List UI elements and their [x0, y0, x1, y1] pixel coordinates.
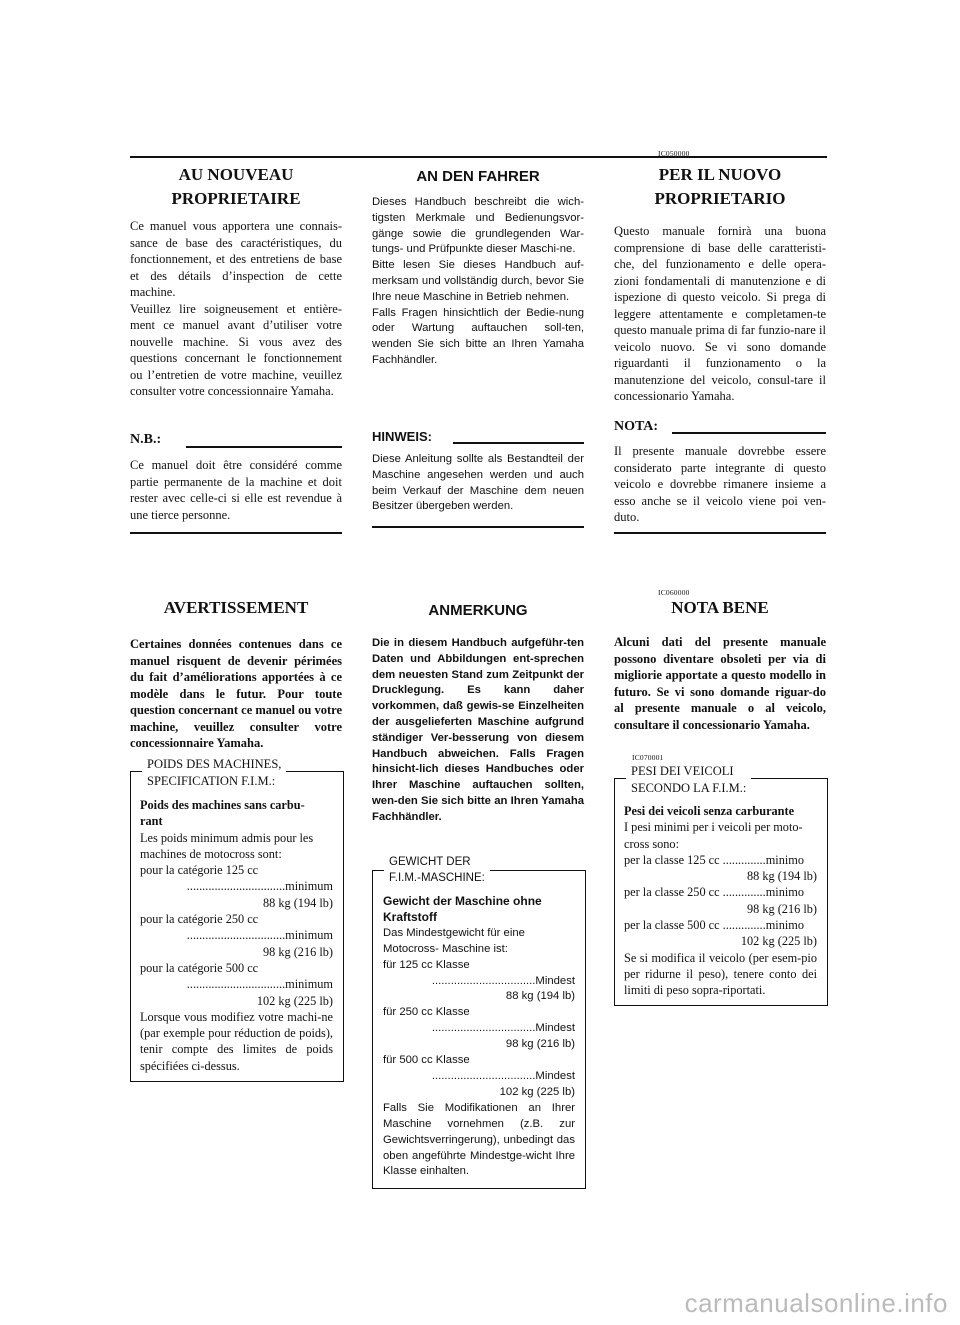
- it-note-rule: [672, 432, 826, 434]
- top-rule: [130, 156, 827, 158]
- it-title: PER IL NUOVO PROPRIETARIO: [654, 165, 786, 208]
- de-note-label: HINWEIS:: [372, 429, 432, 444]
- section-code: IC070001: [632, 753, 664, 762]
- de-title: AN DEN FAHRER: [416, 168, 540, 185]
- de-note-rule: [453, 442, 584, 444]
- fr-note-end-rule: [130, 532, 342, 534]
- fr-note-rule: [186, 446, 342, 448]
- fr-weight-box-title: POIDS DES MACHINES, SPECIFICATION F.I.M.:: [142, 756, 286, 790]
- de-note-end-rule: [372, 526, 584, 528]
- section-code: IC050000: [658, 149, 690, 158]
- it-weight-box-content: Pesi dei veicoli senza carburante I pesi minimi per i veicoli per moto- cross sono: per la classe 125 cc ..............minimo 88 kg (194 lb) per la classe 250 cc ..............minimo 98 kg (216 lb) per la classe 500 cc ..............minimo 102 kg (225 lb) Se si modifica il veicolo (per esem-pio per ridurne il peso), tenere conto dei limiti di peso sopra-riportati.: [624, 804, 817, 998]
- it-warning-title: NOTA BENE: [671, 598, 769, 617]
- it-note-label: NOTA:: [614, 419, 659, 434]
- section-code: IC060000: [658, 588, 690, 597]
- de-warning-title: ANMERKUNG: [428, 602, 528, 619]
- it-weight-box-title: PESI DEI VEICOLI SECONDO LA F.I.M.:: [626, 763, 751, 797]
- it-note-end-rule: [614, 532, 826, 534]
- fr-note: Ce manuel doit être considéré comme partie permanente de la machine et doit rester avec celle-ci si elle est revendue à une tierce personne.: [130, 458, 342, 522]
- fr-warning: Certaines données contenues dans ce manuel risquent de devenir périmées du fait d’améliorations apportées à ce modèle dans le futur. Pour toute question concernant ce manuel ou votre machine, veuillez consulter votre concessionnaire Yamaha.: [130, 637, 342, 750]
- de-weight-box-title: GEWICHT DER F.I.M.-MASCHINE:: [384, 854, 490, 886]
- fr-note-label: N.B.:: [130, 432, 162, 447]
- de-intro: Dieses Handbuch beschreibt die wich-tigsten Merkmale und Bedienungsvor-gänge sowie die grundlegenden War-tungs- und Prüfpunkte dieser Maschi-ne. Bitte lesen Sie dieses Handbuch auf-merksam und vollständig durch, bevor Sie Ihre neue Maschine in Betrieb nehmen. Falls Fragen hinsichtlich der Bedie-nung oder Wartung auftauchen soll-ten, wenden Sie sich bitte an Ihren Yamaha Fachhändler.: [372, 196, 584, 366]
- fr-weight-box-content: Poids des machines sans carbu- rant Les poids minimum admis pour les machines de motocross sont: pour la catégorie 125 cc ................................minimum 88 kg (194 lb) pour la catégorie 250 cc ................................minimum 98 kg (216 lb) pour la catégorie 500 cc ................................minimum 102 kg (225 lb) Lorsque vous modifiez votre machi-ne (par exemple pour réduction de poids), tenir compte des limites de poids spécifiées ci-dessus.: [140, 798, 333, 1073]
- it-intro: Questo manuale fornirà una buona comprensione di base delle caratteristi-che, del funzionamento e delle opera-zioni fondamentali di manutenzione e di ispezione di questo veicolo. Si prega di leggere attentamente e completamen-te questo manuale prima di far funzio-nare il veicolo nuovo. Se vi sono domande riguardanti il funzionamento o la manutenzione del veicolo, consul-tare il concessionario Yamaha.: [614, 224, 826, 403]
- it-warning: Alcuni dati del presente manuale possono diventare obsoleti per via di migliorie apportate a questo modello in futuro. Se vi sono domande riguar-do al presente manuale o al veicolo, consultare il concessionario Yamaha.: [614, 635, 826, 732]
- fr-warning-title: AVERTISSEMENT: [163, 598, 309, 617]
- fr-intro: Ce manuel vous apportera une connais-sance de base des caractéristiques, du fonctionnement, et des entretiens de base et des détails d’inspection de cette machine. Veuillez lire soigneusement et entière-ment ce manuel avant d’utiliser votre nouvelle machine. Si vous avez des questions concernant le fonctionnement ou l’entretien de votre machine, veuillez consulter votre concessionnaire Yamaha.: [130, 219, 342, 398]
- it-note: Il presente manuale dovrebbe essere considerato parte integrante di questo veicolo e dovrebbe rimanere insieme a esso anche se il veicolo viene poi ven-duto.: [614, 444, 826, 524]
- de-note: Diese Anleitung sollte als Bestandteil der Maschine angesehen werden und auch beim Verkauf der Maschine dem neuen Besitzer übergeben werden.: [372, 453, 584, 513]
- fr-title: AU NOUVEAU PROPRIETAIRE: [171, 165, 301, 208]
- de-warning: Die in diesem Handbuch aufgeführ-ten Daten und Abbildungen ent-sprechen dem neuesten Stand zum Zeitpunkt der Drucklegung. Es kann daher vorkommen, daß gewis-se Einzelheiten der ausgelieferten Maschine aufgrund ständiger Ver-besserung von diesem Handbuch abweichen. Falls Fragen hinsicht-lich dieses Handbuches oder Ihrer Maschine auftauchen sollten, wen-den Sie sich bitte an Ihren Yamaha Fachhändler.: [372, 637, 584, 823]
- de-weight-box-content: Gewicht der Maschine ohne Kraftstoff Das Mindestgewicht für eine Motocross- Maschine ist: für 125 cc Klasse .................................Mindest 88 kg (194 lb) für 250 cc Klasse .................................Mindest 98 kg (216 lb) für 500 cc Klasse .................................Mindest 102 kg (225 lb) Falls Sie Modifikationen an Ihrer Maschine vornehmen (z.B. zur Gewichtsverringerung), unbedingt das oben angeführte Mindestge-wicht Ihre Klasse einhalten.: [383, 894, 575, 1178]
- watermark: carmanualsonline.info: [684, 1288, 948, 1318]
